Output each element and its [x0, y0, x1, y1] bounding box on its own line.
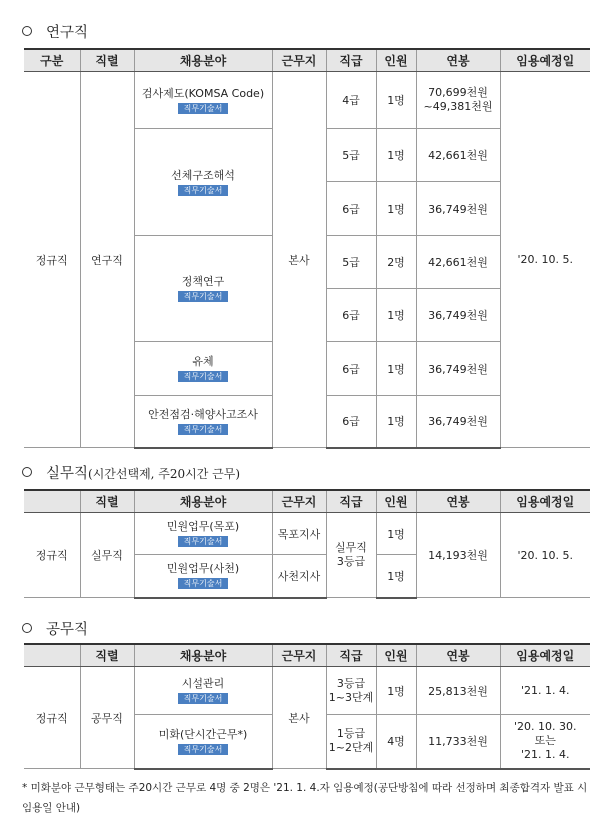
- section-title-practical: 실무직(시간선택제, 주20시간 근무): [22, 462, 240, 483]
- job-description-link[interactable]: 직무기술서: [178, 291, 229, 302]
- job-series: 연구직: [80, 72, 134, 448]
- header-location: 근무지: [272, 490, 326, 513]
- circle-bullet-icon: [22, 623, 32, 633]
- header-type: [24, 644, 80, 667]
- job-description-link[interactable]: 직무기술서: [178, 744, 229, 755]
- field-cell: [134, 236, 272, 342]
- count-cell: 1명: [376, 667, 416, 715]
- header-date: 임용예정일: [500, 49, 590, 72]
- grade-cell: 1등급 1~2단계: [326, 715, 376, 769]
- table-row: [24, 72, 590, 129]
- field-name: 민원업무(목포): [166, 520, 240, 533]
- field-name: 정책연구: [181, 275, 225, 288]
- count-cell: 1명: [376, 289, 416, 342]
- salary-cell: 36,749천원: [416, 396, 500, 448]
- field-cell: [134, 513, 272, 555]
- salary-cell: 42,661천원: [416, 236, 500, 289]
- header-series: 직렬: [80, 644, 134, 667]
- header-field: 채용분야: [134, 490, 272, 513]
- grade-cell: 6급: [326, 289, 376, 342]
- field-name: 안전점검·해양사고조사: [148, 407, 258, 421]
- appointment-date: '20. 10. 5.: [500, 72, 590, 448]
- count-cell: 4명: [376, 715, 416, 769]
- job-description-link[interactable]: 직무기술서: [178, 103, 229, 114]
- appointment-date: '20. 10. 30. 또는 '21. 1. 4.: [500, 715, 590, 769]
- field-cell: [134, 396, 272, 448]
- grade-cell: 5급: [326, 129, 376, 182]
- header-count: 인원: [376, 490, 416, 513]
- header-location: 근무지: [272, 644, 326, 667]
- header-series: 직렬: [80, 49, 134, 72]
- count-cell: 1명: [376, 182, 416, 236]
- header-grade: 직급: [326, 49, 376, 72]
- count-cell: 1명: [376, 129, 416, 182]
- field-cell: [134, 342, 272, 396]
- job-description-link[interactable]: 직무기술서: [178, 693, 229, 704]
- table-row: [24, 667, 590, 715]
- header-field: 채용분야: [134, 644, 272, 667]
- header-field: 채용분야: [134, 49, 272, 72]
- employment-type: 정규직: [24, 513, 80, 598]
- grade-cell: 6급: [326, 182, 376, 236]
- job-description-link[interactable]: 직무기술서: [178, 536, 229, 547]
- section-title-research: 연구직: [22, 21, 88, 42]
- research-table: [24, 48, 590, 449]
- field-name: 미화(단시간근무*): [158, 727, 248, 741]
- salary-cell: 25,813천원: [416, 667, 500, 715]
- appointment-date: '20. 10. 5.: [500, 513, 590, 598]
- field-name: 유체: [192, 355, 214, 368]
- job-description-link[interactable]: 직무기술서: [178, 371, 229, 382]
- field-cell: [134, 72, 272, 129]
- section-title-public: 공무직: [22, 618, 88, 639]
- salary-cell: 70,699천원 ~49,381천원: [416, 72, 500, 129]
- job-description-link[interactable]: 직무기술서: [178, 424, 229, 435]
- salary-cell: 36,749천원: [416, 289, 500, 342]
- field-cell: [134, 129, 272, 236]
- count-cell: 1명: [376, 396, 416, 448]
- grade-cell: 실무직 3등급: [326, 513, 376, 598]
- header-grade: 직급: [326, 490, 376, 513]
- field-name: 검사제도(KOMSA Code): [141, 86, 265, 100]
- header-type: [24, 490, 80, 513]
- field-name: 선체구조해석: [171, 168, 235, 182]
- count-cell: 2명: [376, 236, 416, 289]
- job-description-link[interactable]: 직무기술서: [178, 185, 229, 196]
- salary-cell: 36,749천원: [416, 182, 500, 236]
- field-cell: [134, 667, 272, 715]
- grade-cell: 3등급 1~3단계: [326, 667, 376, 715]
- appointment-date: '21. 1. 4.: [500, 667, 590, 715]
- header-salary: 연봉: [416, 49, 500, 72]
- header-count: 인원: [376, 49, 416, 72]
- count-cell: 1명: [376, 342, 416, 396]
- work-location: 사천지사: [272, 555, 326, 598]
- work-location: 본사: [272, 72, 326, 448]
- public-table: [24, 643, 590, 770]
- circle-bullet-icon: [22, 467, 32, 477]
- grade-cell: 5급: [326, 236, 376, 289]
- salary-cell: 36,749천원: [416, 342, 500, 396]
- salary-cell: 42,661천원: [416, 129, 500, 182]
- count-cell: 1명: [376, 555, 416, 598]
- practical-table: [24, 489, 590, 599]
- field-name: 민원업무(사천): [166, 562, 240, 576]
- header-salary: 연봉: [416, 644, 500, 667]
- header-count: 인원: [376, 644, 416, 667]
- field-cell: [134, 715, 272, 769]
- grade-cell: 6급: [326, 342, 376, 396]
- header-date: 임용예정일: [500, 644, 590, 667]
- grade-cell: 6급: [326, 396, 376, 448]
- header-date: 임용예정일: [500, 490, 590, 513]
- field-name: 시설관리: [181, 677, 225, 690]
- table-row: [24, 513, 590, 555]
- header-location: 근무지: [272, 49, 326, 72]
- header-grade: 직급: [326, 644, 376, 667]
- employment-type: 정규직: [24, 667, 80, 769]
- count-cell: 1명: [376, 513, 416, 555]
- footnote: * 미화분야 근무형태는 주20시간 근무로 4명 중 2명은 '21. 1. 4.자 임용예정(공단방침에 따라 선정하며 최종합격자 발표 시 임용일 안내): [22, 782, 588, 814]
- header-salary: 연봉: [416, 490, 500, 513]
- grade-cell: 4급: [326, 72, 376, 129]
- job-series: 실무직: [80, 513, 134, 598]
- employment-type: 정규직: [24, 72, 80, 448]
- job-description-link[interactable]: 직무기술서: [178, 578, 229, 589]
- work-location: 목포지사: [272, 513, 326, 555]
- job-series: 공무직: [80, 667, 134, 769]
- work-location: 본사: [272, 667, 326, 769]
- field-cell: [134, 555, 272, 598]
- circle-bullet-icon: [22, 26, 32, 36]
- salary-cell: 11,733천원: [416, 715, 500, 769]
- header-type: 구분: [24, 49, 80, 72]
- count-cell: 1명: [376, 72, 416, 129]
- header-series: 직렬: [80, 490, 134, 513]
- salary-cell: 14,193천원: [416, 513, 500, 598]
